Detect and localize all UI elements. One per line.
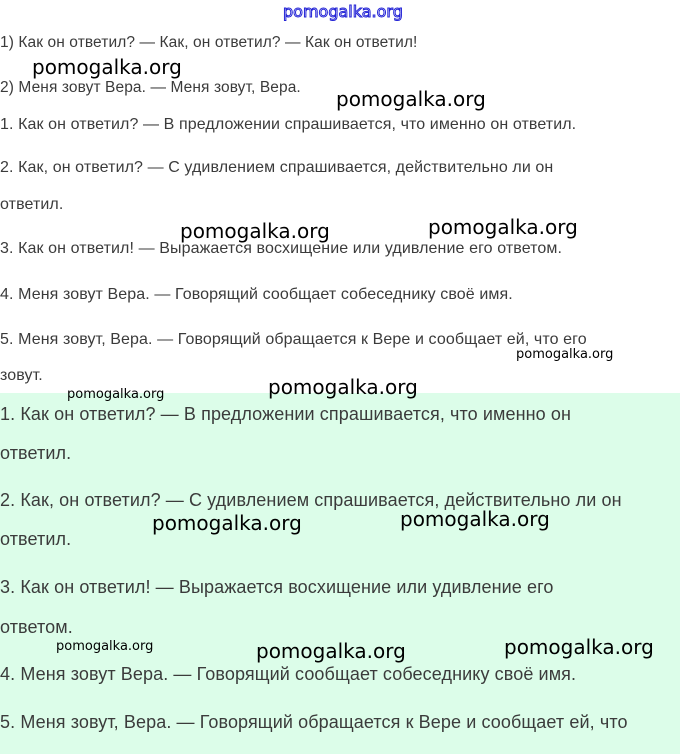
text-line: 2. Как, он ответил? — С удивлением спрашивается, действительно ли он	[0, 490, 622, 510]
text-line: 1. Как он ответил? — В предложении спрашивается, что именно он	[0, 404, 572, 424]
watermark-top: pomogalka.org	[283, 2, 403, 21]
text-line: 3. Как он ответил! — Выражается восхищение или удивление его ответом.	[0, 240, 563, 257]
text-line: 3. Как он ответил! — Выражается восхищение или удивление его	[0, 577, 554, 597]
text-line: 4. Меня зовут Вера. — Говорящий сообщает собеседнику своё имя.	[0, 286, 513, 303]
text-line: 5. Меня зовут, Вера. — Говорящий обращается к Вере и сообщает ей, что	[0, 712, 628, 732]
watermark: pomogalka.org	[504, 635, 654, 659]
watermark: pomogalka.org	[268, 375, 418, 399]
watermark: pomogalka.org	[516, 347, 614, 362]
watermark: pomogalka.org	[67, 387, 165, 402]
watermark: pomogalka.org	[256, 639, 406, 663]
text-line: ответил.	[0, 529, 72, 549]
text-line: 5. Меня зовут, Вера. — Говорящий обращается к Вере и сообщает ей, что его	[0, 331, 587, 348]
highlighted-answer-block	[0, 393, 680, 754]
watermark: pomogalka.org	[400, 507, 550, 531]
text-line: 4. Меня зовут Вера. — Говорящий сообщает собеседнику своё имя.	[0, 664, 577, 684]
text-line: ответом.	[0, 617, 73, 637]
watermark: pomogalka.org	[428, 215, 578, 239]
text-line: ответил.	[0, 196, 64, 213]
text-line: 2. Как, он ответил? — С удивлением спрашивается, действительно ли он	[0, 159, 554, 176]
text-line: 1. Как он ответил? — В предложении спрашивается, что именно он ответил.	[0, 116, 577, 133]
watermark: pomogalka.org	[56, 639, 154, 654]
watermark: pomogalka.org	[32, 55, 182, 79]
watermark: pomogalka.org	[336, 87, 486, 111]
text-line: 1) Как он ответил? — Как, он ответил? — Как он ответил!	[0, 34, 418, 51]
watermark: pomogalka.org	[180, 219, 330, 243]
text-line: 2) Меня зовут Вера. — Меня зовут, Вера.	[0, 79, 301, 96]
text-line: зовут.	[0, 367, 43, 384]
text-line: ответил.	[0, 443, 72, 463]
watermark: pomogalka.org	[152, 511, 302, 535]
